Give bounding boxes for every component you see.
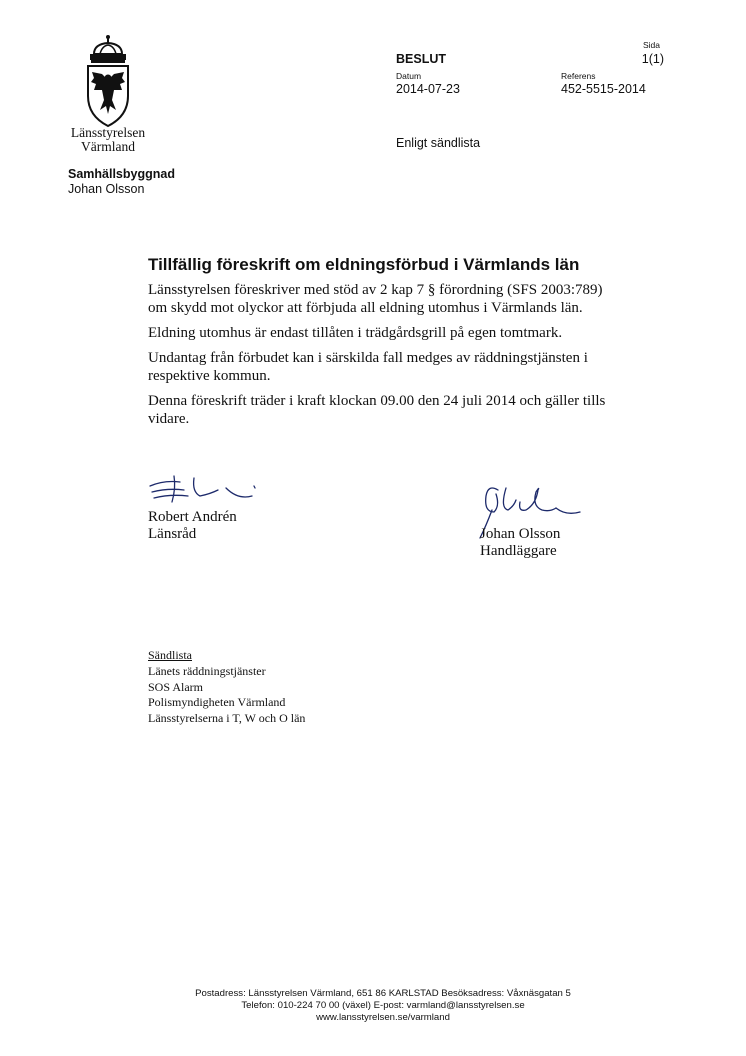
body-paragraph: Eldning utomhus är endast tillåten i trädgårdsgrill på egen tomtmark. [148, 325, 563, 341]
document-title: Tillfällig föreskrift om eldningsförbud i Värmlands län [148, 255, 580, 274]
footer-postal-address: Postadress: Länsstyrelsen Värmland, 651 86 KARLSTAD Besöksadress: Våxnäsgatan 5 [195, 988, 571, 999]
footer-contact: Telefon: 010-224 70 00 (växel) E-post: varmland@lansstyrelsen.se [241, 1000, 525, 1011]
footer [0, 988, 746, 1024]
footer-website: www.lansstyrelsen.se/varmland [316, 1012, 450, 1023]
recipient: Enligt sändlista [396, 136, 481, 150]
org-name-line2: Värmland [81, 139, 135, 154]
list-item: Länsstyrelserna i T, W och O län [148, 710, 306, 725]
body-paragraph: Undantag från förbudet kan i särskilda fall medges av räddningstjänsten i respektive kommun. [148, 350, 588, 384]
organization-name [58, 126, 158, 154]
body-paragraph: Länsstyrelsen föreskriver med stöd av 2 kap 7 § förordning (SFS 2003:789) om skydd mot olyckor att förbjuda all eldning utomhus i Värmlands län. [148, 282, 603, 316]
distribution-heading: Sändlista [148, 648, 192, 662]
document-type: BESLUT [396, 52, 446, 66]
page-number: 1(1) [641, 52, 664, 66]
distribution-list [148, 664, 305, 726]
list-item: Länets räddningstjänster [148, 664, 266, 678]
date-label: Datum [396, 71, 422, 81]
reference-value: 452-5515-2014 [561, 82, 646, 96]
signatory-title: Länsråd [148, 526, 197, 542]
list-item: SOS Alarm [148, 679, 204, 694]
signatory-name: Johan Olsson [480, 526, 561, 542]
page-label: Sida [642, 40, 660, 50]
reference-label: Referens [561, 71, 596, 81]
org-name-line1: Länsstyrelsen [70, 125, 146, 140]
date-value: 2014-07-23 [396, 82, 460, 96]
coat-of-arms-logo-icon [80, 34, 136, 130]
handwritten-signature-icon [148, 472, 258, 508]
body-paragraph: Denna föreskrift träder i kraft klockan 09.00 den 24 juli 2014 och gäller tills vidare. [148, 393, 606, 427]
list-item: Polismyndigheten Värmland [148, 695, 286, 709]
signatory-name: Robert Andrén [148, 509, 237, 525]
signatory-title: Handläggare [480, 543, 557, 559]
department-name: Samhällsbyggnad [68, 167, 175, 181]
department-person: Johan Olsson [68, 182, 145, 196]
